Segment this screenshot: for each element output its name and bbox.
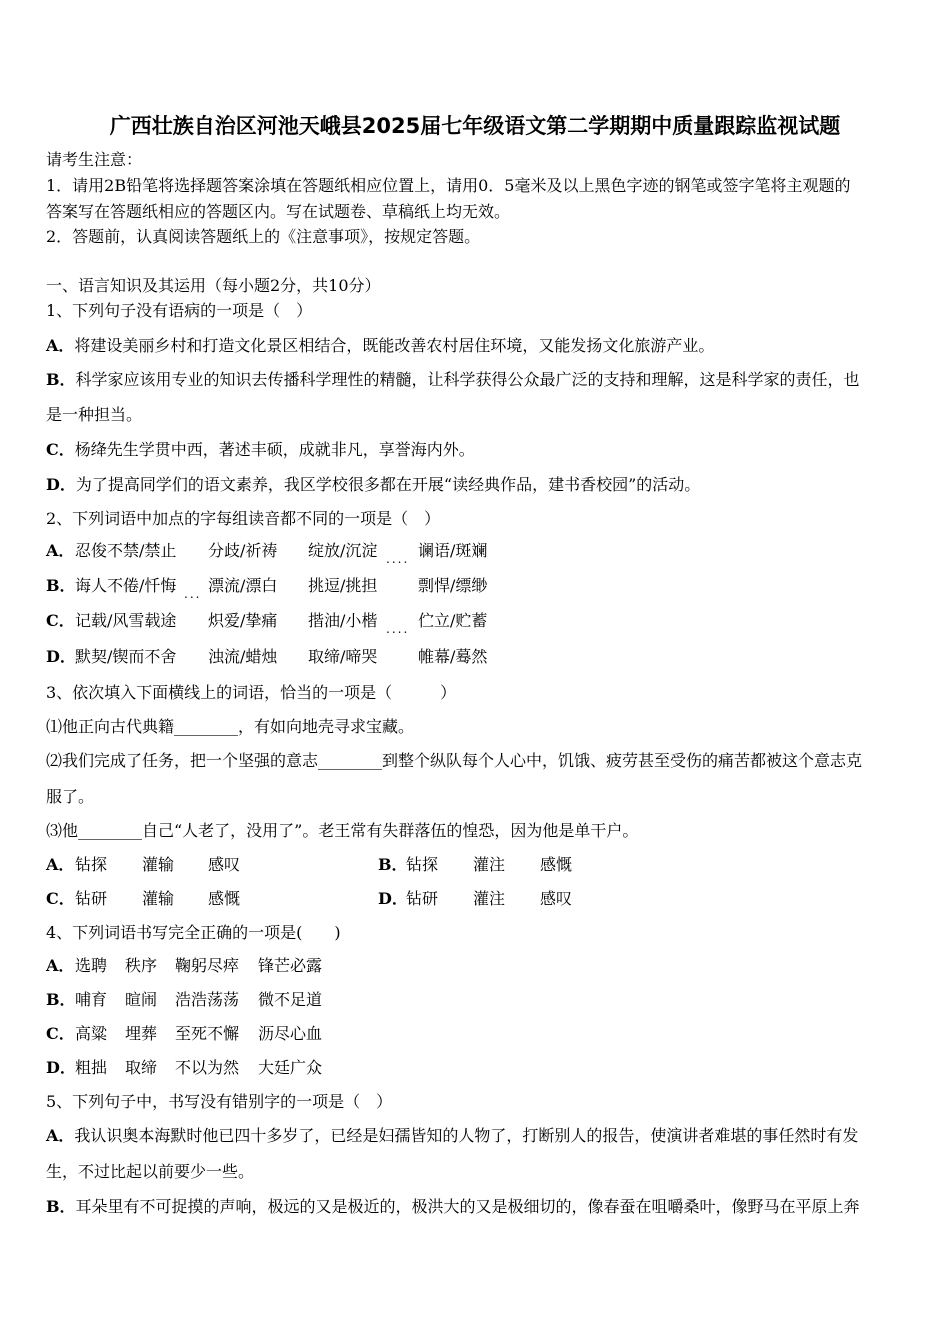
word: 浩浩荡荡 [175, 990, 240, 1009]
option-text: 杨绛先生学贯中西，著述丰硕，成就非凡，享誉海内外。 [74, 440, 475, 459]
option-label: B． [378, 855, 408, 874]
word: 大廷广众 [258, 1058, 323, 1077]
word-pair: 取缔/啼哭 [308, 647, 378, 666]
option-text: 科学家应该用专业的知识去传播科学理性的精髓，让科学获得公众最广泛的支持和理解，这是科学家的责任，也 [75, 370, 860, 389]
word: 取缔 [125, 1058, 158, 1077]
option-d [46, 475, 700, 495]
question-stem: 2、下列词语中加点的字每组读音都不同的一项是（ ） [46, 509, 441, 528]
word-pair: 忍俊不禁/禁止 [75, 541, 177, 560]
sentence-2: ⑵我们完成了任务，把一个坚强的意志________到整个纵队每个人心中，饥饿、疲劳甚至受伤的痛苦都被这个意志克 [46, 751, 863, 770]
word-pair: 炽爱/挚痛 [208, 611, 278, 630]
word: 埋葬 [125, 1024, 158, 1043]
word: 感慨 [540, 855, 573, 874]
option-label: A． [46, 956, 75, 975]
option-label: A． [46, 855, 75, 874]
word-pair: 挑逗/挑担 [308, 576, 378, 595]
question-stem: 1、下列句子没有语病的一项是（ ） [46, 301, 313, 320]
word-pair: 帷幕/蓦然 [418, 647, 488, 666]
word-pair: 伫立/贮蓄 [418, 611, 488, 630]
notice-line: 2．答题前，认真阅读答题纸上的《注意事项》，按规定答题。 [46, 227, 481, 246]
word: 至死不懈 [175, 1024, 240, 1043]
word: 灌注 [473, 855, 506, 874]
option-b [46, 990, 446, 1010]
emphasis-dots: .... [386, 552, 410, 566]
notice-line: 答案写在答题纸相应的答题区内。写在试题卷、草稿纸上均无效。 [46, 202, 511, 221]
word-pair: 剽悍/缥缈 [418, 576, 488, 595]
word: 选聘 [75, 956, 108, 975]
word: 感慨 [208, 889, 241, 908]
options-ab [46, 855, 906, 875]
word-pair: 绽放/沉淀 [308, 541, 378, 560]
option-label: A． [46, 336, 75, 355]
page-title: 广西壮族自治区河池天峨县2025届七年级语文第二学期期中质量跟踪监视试题 [109, 114, 841, 138]
word-pair: 漂流/漂白 [208, 576, 278, 595]
option-c [46, 440, 475, 460]
word-pair: 浊流/蜡烛 [208, 647, 278, 666]
word: 鞠躬尽瘁 [175, 956, 240, 975]
option-a-cont: 生，不过比起以前要少一些。 [46, 1162, 255, 1181]
word: 高粱 [75, 1024, 108, 1043]
word: 暄闹 [125, 990, 158, 1009]
option-label: D． [46, 647, 76, 666]
word-pair: 谰语/斑斓 [418, 541, 488, 560]
option-label: D． [46, 475, 76, 494]
word: 不以为然 [175, 1058, 240, 1077]
word: 灌输 [142, 889, 175, 908]
option-a [46, 541, 906, 566]
word: 灌注 [473, 889, 506, 908]
option-d [46, 647, 906, 667]
option-b [46, 1197, 860, 1217]
word: 哺育 [75, 990, 108, 1009]
sentence-1: ⑴他正向古代典籍________，有如向地壳寻求宝藏。 [46, 717, 415, 736]
sentence-3: ⑶他________自己“人老了，没用了”。老王常有失群落伍的惶恐，因为他是单干户。 [46, 821, 639, 840]
option-text: 将建设美丽乡村和打造文化景区相结合，既能改善农村居住环境，又能发扬文化旅游产业。 [74, 336, 715, 355]
option-text: 为了提高同学们的语文素养，我区学校很多都在开展“读经典作品，建书香校园”的活动。 [75, 475, 701, 494]
word-pair: 默契/锲而不舍 [75, 647, 177, 666]
word: 粗拙 [75, 1058, 108, 1077]
word-pair: 诲人不倦/忏悔 [75, 576, 177, 595]
option-label: C． [46, 1024, 75, 1043]
word: 钻研 [75, 889, 108, 908]
option-b-cont: 是一种担当。 [46, 405, 143, 424]
word: 钻探 [406, 855, 439, 874]
option-b [46, 370, 860, 390]
option-label: C． [46, 611, 75, 630]
option-label: A． [46, 1126, 75, 1145]
option-c [46, 1024, 446, 1044]
word: 感叹 [540, 889, 573, 908]
word-pair: 揩油/小楷 [308, 611, 378, 630]
word: 锋芒必露 [258, 956, 323, 975]
section-heading: 一、语言知识及其运用（每小题2分，共10分） [46, 276, 381, 295]
option-label: A． [46, 541, 75, 560]
option-text: 我认识奥本海默时他已四十多岁了，已经是妇孺皆知的人物了，打断别人的报告，使演讲者难堪的事任然时有发 [74, 1126, 859, 1145]
option-label: B． [46, 576, 76, 595]
option-label: D． [378, 889, 408, 908]
option-d [46, 1058, 446, 1078]
option-label: B． [46, 990, 76, 1009]
options-cd [46, 889, 906, 909]
question-stem: 3、依次填入下面横线上的词语，恰当的一项是（ ） [46, 683, 457, 702]
notice-heading: 请考生注意： [46, 150, 143, 169]
question-stem: 4、下列词语书写完全正确的一项是( ) [46, 923, 341, 942]
word: 微不足道 [258, 990, 323, 1009]
option-c [46, 611, 906, 636]
sentence-2-cont: 服了。 [46, 787, 95, 806]
question-stem: 5、下列句子中，书写没有错别字的一项是（ ） [46, 1092, 393, 1111]
word-pair: 分歧/祈祷 [208, 541, 278, 560]
option-label: C． [46, 440, 75, 459]
word: 钻研 [406, 889, 439, 908]
notice-line: 1．请用2B铅笔将选择题答案涂填在答题纸相应位置上，请用0．5毫米及以上黑色字迹的钢笔或签字笔将主观题的 [46, 176, 851, 195]
option-label: D． [46, 1058, 76, 1077]
option-a [46, 1126, 858, 1146]
word: 沥尽心血 [258, 1024, 323, 1043]
word: 感叹 [208, 855, 241, 874]
option-label: B． [46, 370, 76, 389]
option-a [46, 336, 714, 356]
option-label: B． [46, 1197, 76, 1216]
word: 秩序 [125, 956, 158, 975]
option-b [46, 576, 906, 601]
emphasis-dots: .... [386, 622, 410, 636]
emphasis-dots: ... [184, 587, 202, 601]
option-a [46, 956, 446, 976]
word-pair: 记载/风雪载途 [75, 611, 177, 630]
option-label: C． [46, 889, 75, 908]
word: 钻探 [75, 855, 108, 874]
option-text: 耳朵里有不可捉摸的声响，极远的又是极近的，极洪大的又是极细切的，像春蚕在咀嚼桑叶，像野马在平原上奔 [75, 1197, 860, 1216]
word: 灌输 [142, 855, 175, 874]
